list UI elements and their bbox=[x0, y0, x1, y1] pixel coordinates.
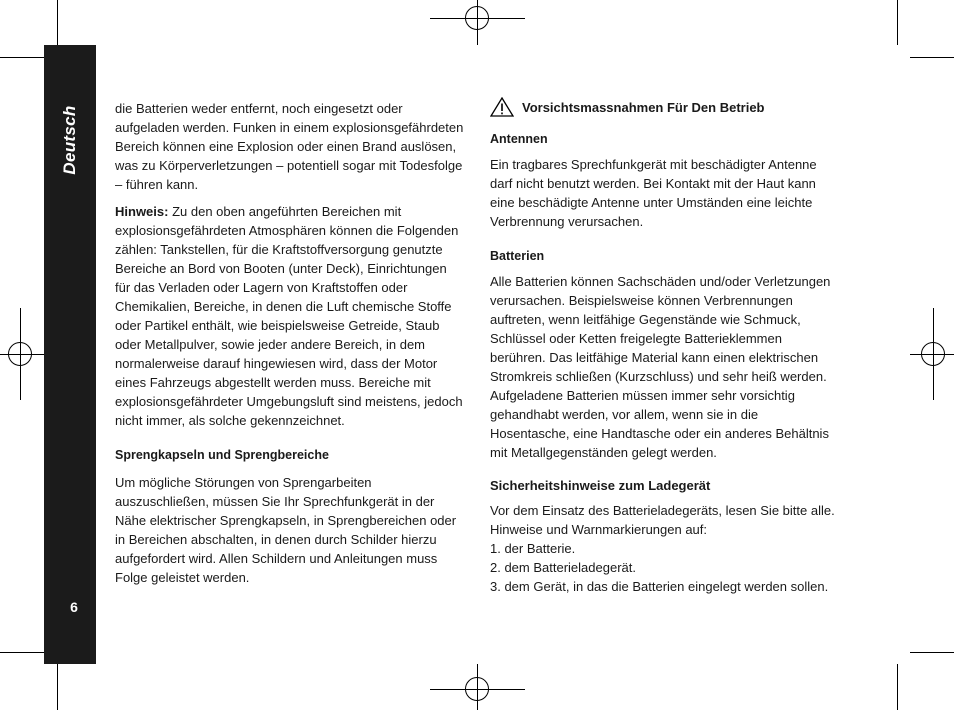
list-item: 1. der Batterie. bbox=[490, 541, 576, 556]
note-text: Zu den oben angeführten Bereichen mit explosionsgefährdeten Atmosphären können die Folgenden zählen: Tankstellen, für die Kraftstoffversorgung genutzte Bereiche an Bord von Booten (unter Deck), Einrichtungen für das Verladen oder Lagern von Kraftstoffen oder Chemikalien, Bereiche, in denen die Luft chemische Stoffe oder Partikel enthält, wie beispielsweise Getreide, Staub oder Metallpulver, sowie jeder andere Bereich, in dem normalerweise darauf hingewiesen wird, dass der Motor eines Fahrzeugs abgestellt werden muss. Bereiche mit explosionsgefährdeter Umgebungsluft sind meistens, jedoch nicht immer, als solche gekennzeichnet. bbox=[115, 204, 463, 428]
list-item: 3. dem Gerät, in das die Batterien eingelegt werden sollen. bbox=[490, 579, 829, 594]
paragraph-note bbox=[115, 202, 465, 430]
heading-blasting: Sprengkapseln und Sprengbereiche bbox=[115, 448, 329, 462]
heading-caution: Vorsichtsmassnahmen Für Den Betrieb bbox=[522, 99, 765, 115]
warning-triangle-icon bbox=[490, 97, 514, 117]
paragraph-explosion: die Batterien weder entfernt, noch eingesetzt oder aufgeladen werden. Funken in einem explosionsgefährdeten Bereich können eine Explosion oder einen Brand auslösen, was zu Körperverletzungen – potentiell sogar mit Todesfolge – führen kann. bbox=[115, 101, 464, 192]
caution-heading-row bbox=[490, 97, 840, 117]
page-number: 6 bbox=[70, 599, 78, 615]
paragraph-batteries: Alle Batterien können Sachschäden und/oder Verletzungen verursachen. Beispielsweise können Verbrennungen auftreten, wenn leitfähige Gegenstände wie Schmuck, Schlüssel oder Ketten freigelegte Batterieklemmen berühren. Das leitfähige Material kann einen elektrischen Stromkreis schließen (Kurzschluss) und sehr heiß werden. Aufgeladene Batterien müssen immer sehr vorsichtig gehandhabt werden, vor allem, wenn sie in die Hosentasche, eine Handtasche oder ein anderes Behältnis mit Metallgegenständen gelegt werden. bbox=[490, 274, 831, 460]
language-label: Deutsch bbox=[60, 105, 79, 175]
paragraph-charger: Vor dem Einsatz des Batterieladegeräts, lesen Sie bitte alle. Hinweise und Warnmarkierungen auf: bbox=[490, 503, 835, 537]
note-label: Hinweis: bbox=[115, 204, 169, 219]
heading-antennas: Antennen bbox=[490, 132, 548, 146]
heading-batteries: Batterien bbox=[490, 249, 545, 263]
left-column bbox=[115, 99, 465, 595]
list-item: 2. dem Batterieladegerät. bbox=[490, 560, 636, 575]
charger-list bbox=[490, 539, 840, 596]
paragraph-blasting: Um mögliche Störungen von Sprengarbeiten auszuschließen, müssen Sie Ihr Sprechfunkgerät in der Nähe elektrischer Sprengkapseln, in Sprengbereichen oder in Bereichen abschalten, in denen durch Schilder hierzu aufgefordert wird. Allen Schildern und Anleitungen muss Folge geleistet werden. bbox=[115, 475, 457, 585]
right-column bbox=[490, 99, 840, 596]
paragraph-antennas: Ein tragbares Sprechfunkgerät mit beschädigter Antenne darf nicht benutzt werden. Bei Kontakt mit der Haut kann eine beschädigte Antenne unter Umständen eine leichte Verbrennung verursachen. bbox=[490, 157, 817, 229]
heading-charger: Sicherheitshinweise zum Ladegerät bbox=[490, 478, 711, 493]
